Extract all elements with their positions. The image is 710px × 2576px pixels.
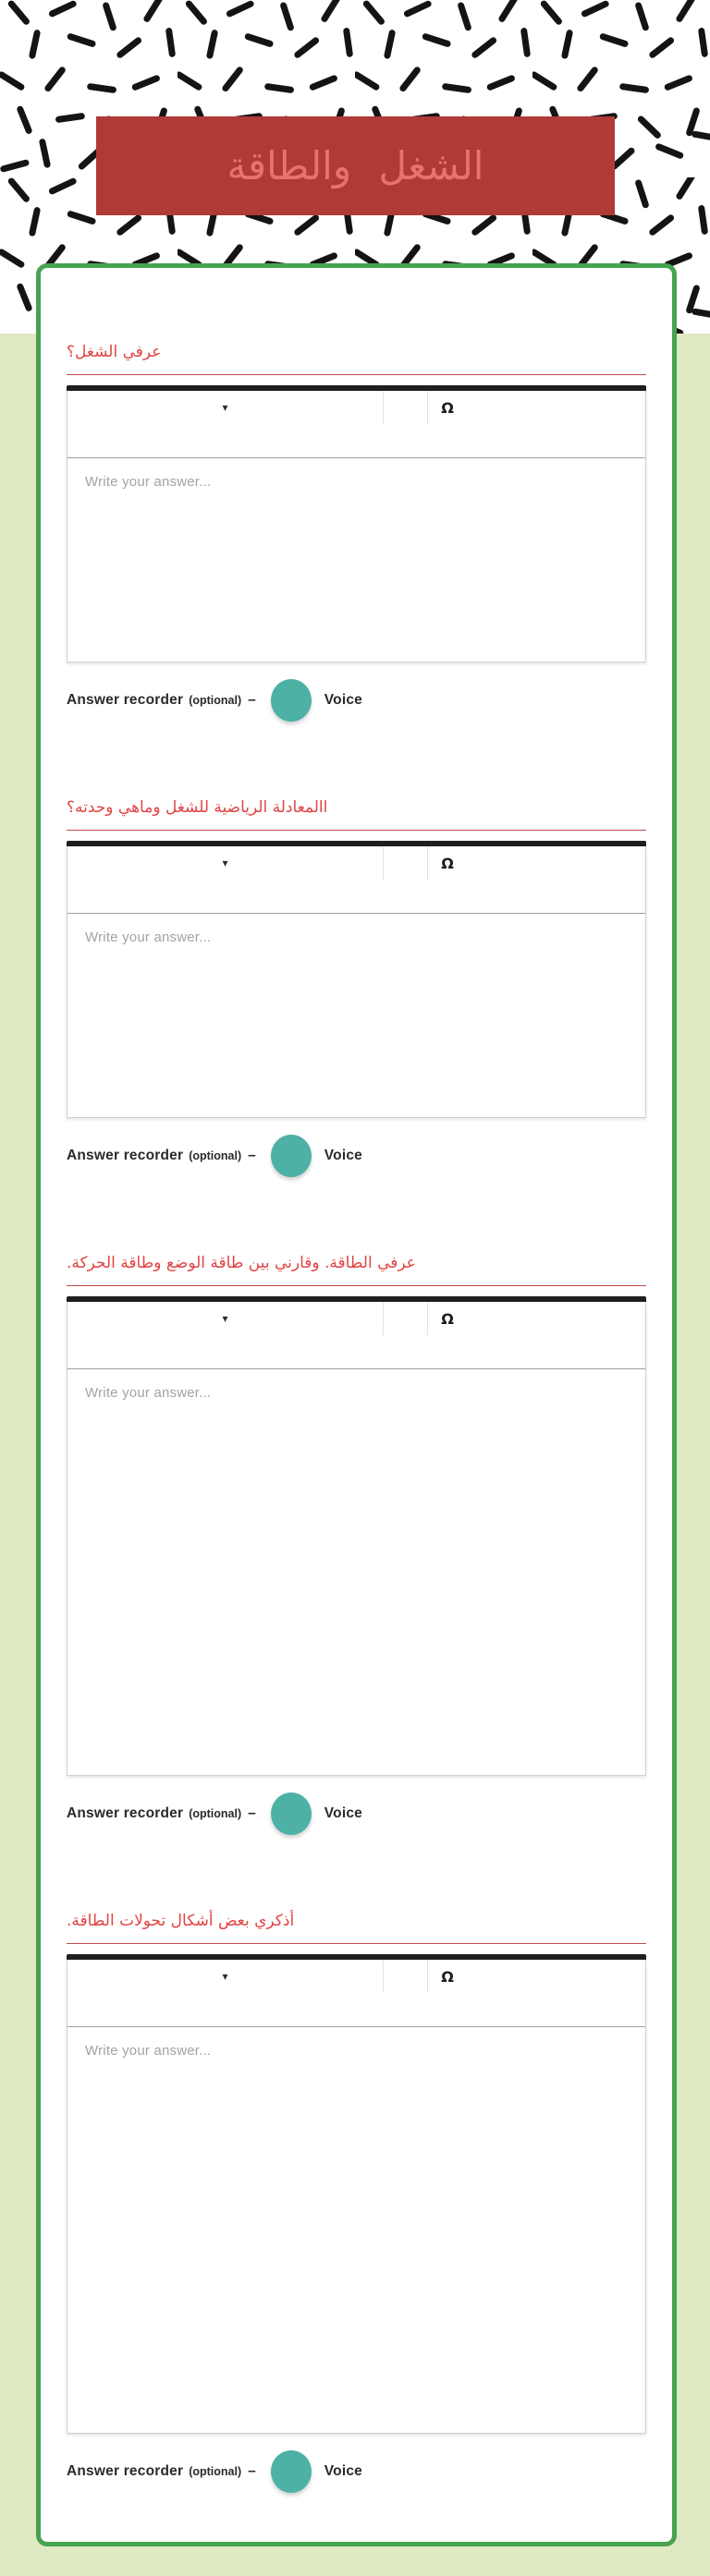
- editor-toolbar: [67, 1302, 645, 1368]
- recorder-label: Answer recorder: [67, 2463, 184, 2479]
- question-underline: [67, 1943, 646, 1944]
- toolbar-empty-button[interactable]: [384, 846, 427, 880]
- question-underline: [67, 830, 646, 831]
- answer-textarea[interactable]: [67, 2027, 645, 2433]
- question-block-3: [67, 1251, 646, 1835]
- title-banner: [96, 116, 615, 215]
- format-dropdown[interactable]: [67, 1960, 383, 1993]
- recorder-dash: –: [248, 1148, 256, 1163]
- rich-text-editor: [67, 841, 646, 1118]
- special-character-button[interactable]: Ω: [428, 846, 467, 880]
- answer-placeholder: Write your answer...: [85, 1385, 212, 1401]
- worksheet-card: [36, 263, 677, 2546]
- answer-recorder-row: [67, 2450, 646, 2493]
- editor-body: [67, 846, 646, 1118]
- voice-label: Voice: [324, 2463, 362, 2479]
- answer-recorder-row: [67, 1135, 646, 1177]
- question-block-2: [67, 796, 646, 1177]
- answer-textarea[interactable]: [67, 458, 645, 662]
- toolbar-empty-button[interactable]: [384, 391, 427, 424]
- answer-textarea[interactable]: [67, 1369, 645, 1775]
- recorder-optional-label: (optional): [189, 2465, 242, 2478]
- editor-toolbar: [67, 1960, 645, 2026]
- answer-textarea[interactable]: [67, 914, 645, 1117]
- special-character-button[interactable]: Ω: [428, 1960, 467, 1993]
- recorder-optional-label: (optional): [189, 1807, 242, 1820]
- question-block-4: [67, 1909, 646, 2493]
- voice-record-button[interactable]: [271, 2450, 312, 2493]
- voice-record-button[interactable]: [271, 1792, 312, 1835]
- toolbar-empty-button[interactable]: [384, 1960, 427, 1993]
- format-dropdown[interactable]: [67, 391, 383, 424]
- recorder-dash: –: [248, 1805, 256, 1821]
- format-dropdown[interactable]: [67, 846, 383, 880]
- rich-text-editor: [67, 1296, 646, 1776]
- question-block-1: [67, 340, 646, 722]
- special-character-button[interactable]: Ω: [428, 1302, 467, 1335]
- chevron-down-icon: ▾: [222, 1970, 228, 1983]
- question-underline: [67, 374, 646, 375]
- editor-body: [67, 1960, 646, 2434]
- editor-body: [67, 1302, 646, 1776]
- answer-recorder-row: [67, 679, 646, 722]
- editor-body: [67, 391, 646, 662]
- recorder-dash: –: [248, 2463, 256, 2479]
- voice-record-button[interactable]: [271, 1135, 312, 1177]
- voice-label: Voice: [324, 1148, 362, 1163]
- answer-placeholder: Write your answer...: [85, 2043, 212, 2059]
- editor-toolbar: [67, 391, 645, 457]
- answer-placeholder: Write your answer...: [85, 930, 212, 945]
- rich-text-editor: [67, 385, 646, 662]
- recorder-label: Answer recorder: [67, 1805, 184, 1821]
- recorder-label: Answer recorder: [67, 692, 184, 708]
- question-label: االمعادلة الرياضية للشغل وماهي وحدته؟: [67, 798, 328, 817]
- toolbar-empty-button[interactable]: [384, 1302, 427, 1335]
- chevron-down-icon: ▾: [222, 401, 228, 414]
- recorder-label: Answer recorder: [67, 1148, 184, 1163]
- worksheet-title: الشغل والطاقة: [226, 143, 484, 188]
- question-underline: [67, 1285, 646, 1286]
- question-label: أذكري بعض أشكال تحولات الطاقة.: [67, 1912, 295, 1930]
- special-character-button[interactable]: Ω: [428, 391, 467, 424]
- chevron-down-icon: ▾: [222, 857, 228, 869]
- recorder-dash: –: [248, 692, 256, 708]
- answer-recorder-row: [67, 1792, 646, 1835]
- rich-text-editor: [67, 1954, 646, 2434]
- voice-label: Voice: [324, 1805, 362, 1821]
- answer-placeholder: Write your answer...: [85, 474, 212, 490]
- recorder-optional-label: (optional): [189, 1149, 242, 1162]
- voice-record-button[interactable]: [271, 679, 312, 722]
- question-label: عرفي الطاقة. وقارني بين طاقة الوضع وطاقة الحركة.: [67, 1254, 416, 1272]
- question-label: عرفي الشغل؟: [67, 343, 162, 361]
- voice-label: Voice: [324, 692, 362, 708]
- editor-toolbar: [67, 846, 645, 913]
- recorder-optional-label: (optional): [189, 694, 242, 707]
- format-dropdown[interactable]: [67, 1302, 383, 1335]
- chevron-down-icon: ▾: [222, 1312, 228, 1325]
